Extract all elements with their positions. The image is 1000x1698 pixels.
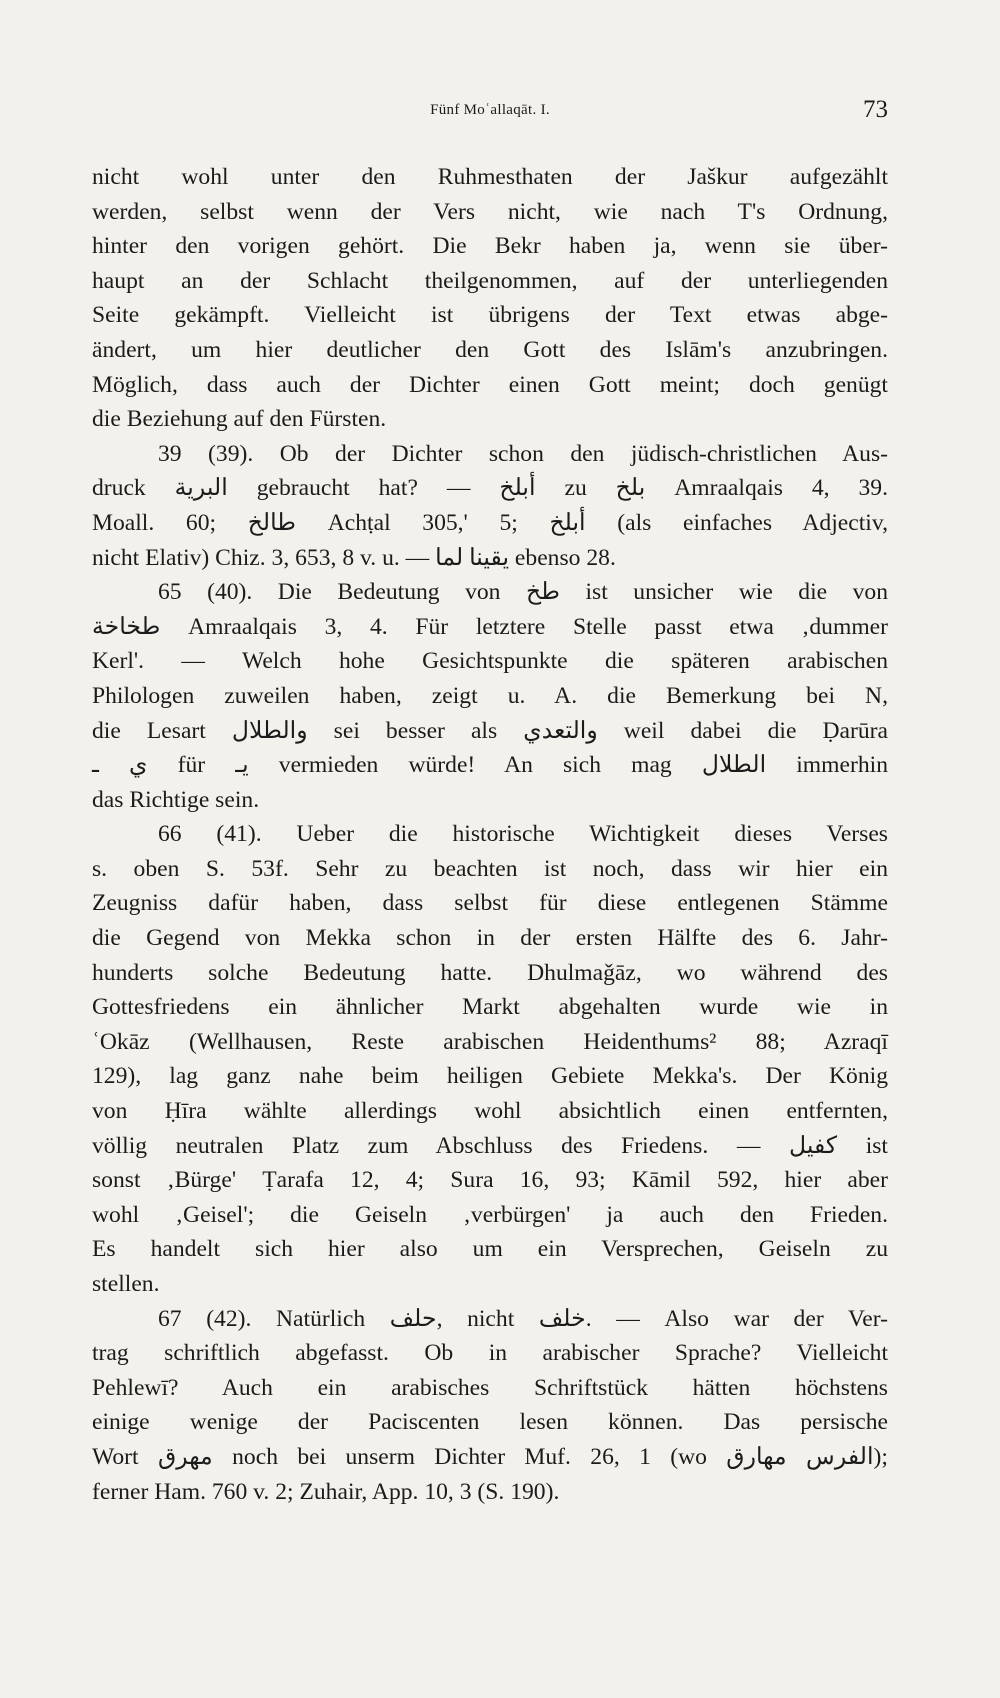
text-line: trag schriftlich abgefasst. Ob in arabischer Sprache? Vielleicht xyxy=(92,1340,888,1367)
text-line: das Richtige sein. xyxy=(92,786,260,813)
text-line: die Beziehung auf den Fürsten. xyxy=(92,406,387,433)
text-line: s. oben S. 53f. Sehr zu beachten ist noch, dass wir hier ein xyxy=(92,855,888,882)
text-line: von Ḥīra wählte allerdings wohl absichtlich einen entfernten, xyxy=(92,1098,888,1125)
page-header xyxy=(92,96,888,126)
text-line: Gottesfriedens ein ähnlicher Markt abgehalten wurde wie in xyxy=(92,994,888,1021)
page-number: 73 xyxy=(863,96,888,123)
text-line: die Gegend von Mekka schon in der ersten Hälfte des 6. Jahr- xyxy=(92,925,888,952)
text-line: 66 (41). Ueber die historische Wichtigkeit dieses Verses xyxy=(158,821,888,848)
text-line: Möglich, dass auch der Dichter einen Gott meint; doch genügt xyxy=(92,371,888,398)
text-line: Pehlewī? Auch ein arabisches Schriftstück hätten höchstens xyxy=(92,1374,888,1401)
text-line: werden, selbst wenn der Vers nicht, wie nach T's Ordnung, xyxy=(92,198,888,225)
text-line: ʿOkāz (Wellhausen, Reste arabischen Heidenthums² 88; Azraqī xyxy=(92,1028,888,1055)
text-line: Wort مهرق noch bei unserm Dichter Muf. 26, 1 (wo الفرس مهارق); xyxy=(92,1443,888,1470)
text-line: 67 (42). Natürlich حلف, nicht خلف. — Also war der Ver- xyxy=(158,1305,889,1332)
text-line: Philologen zuweilen haben, zeigt u. A. die Bemerkung bei N, xyxy=(92,682,888,709)
text-line: طخاخة Amraalqais 3, 4. Für letztere Stelle passt etwa ‚dummer xyxy=(92,613,888,640)
text-line: völlig neutralen Platz zum Abschluss des Friedens. — كفيل ist xyxy=(92,1132,888,1159)
text-line: einige wenige der Paciscenten lesen können. Das persische xyxy=(92,1409,888,1436)
text-line: ändert, um hier deutlicher den Gott des Islām's anzubringen. xyxy=(92,336,888,363)
text-line: die Lesart والطلال sei besser als والتعدي weil dabei die Ḍarūra xyxy=(92,717,888,744)
text-line: druck البرية gebraucht hat? — أبلخ zu بلخ Amraalqais 4, 39. xyxy=(92,475,888,502)
text-line: nicht Elativ) Chiz. 3, 653, 8 v. u. — يقينا لما ebenso 28. xyxy=(92,544,616,571)
text-line: wohl ‚Geisel'; die Geiseln ‚verbürgen' ja auch den Frieden. xyxy=(92,1201,888,1228)
text-line: nicht wohl unter den Ruhmesthaten der Jaškur aufgezählt xyxy=(92,164,888,190)
text-line: hunderts solche Bedeutung hatte. Dhulmaǧāz, wo während des xyxy=(92,959,888,986)
text-line: ي ـ für يـ vermieden würde! An sich mag الطلال immerhin xyxy=(92,752,888,779)
text-line: Moall. 60; طالخ Achṭal 305,' 5; أبلخ (als einfaches Adjectiv, xyxy=(92,509,888,536)
body-text xyxy=(92,160,888,1509)
text-line: haupt an der Schlacht theilgenommen, auf der unterliegenden xyxy=(92,267,888,294)
text-line: 65 (40). Die Bedeutung von طخ ist unsicher wie die von xyxy=(158,579,889,606)
running-title: Fünf Moʿallaqāt. I. xyxy=(430,102,550,118)
text-line: Es handelt sich hier also um ein Versprechen, Geiseln zu xyxy=(92,1236,888,1263)
text-line: Seite gekämpft. Vielleicht ist übrigens der Text etwas abge- xyxy=(92,302,888,329)
text-line: Zeugniss dafür haben, dass selbst für diese entlegenen Stämme xyxy=(92,890,888,917)
text-line: hinter den vorigen gehört. Die Bekr haben ja, wenn sie über- xyxy=(92,233,888,260)
text-line: Kerl'. — Welch hohe Gesichtspunkte die späteren arabischen xyxy=(92,648,888,675)
text-line: stellen. xyxy=(92,1271,160,1297)
text-line: 129), lag ganz nahe beim heiligen Gebiete Mekka's. Der König xyxy=(92,1063,888,1090)
text-line: sonst ‚Bürge' Ṭarafa 12, 4; Sura 16, 93; Kāmil 592, hier aber xyxy=(92,1167,888,1194)
text-line: 39 (39). Ob der Dichter schon den jüdisch-christlichen Aus- xyxy=(158,440,888,467)
text-line: ferner Ham. 760 v. 2; Zuhair, App. 10, 3 (S. 190). xyxy=(92,1478,560,1505)
